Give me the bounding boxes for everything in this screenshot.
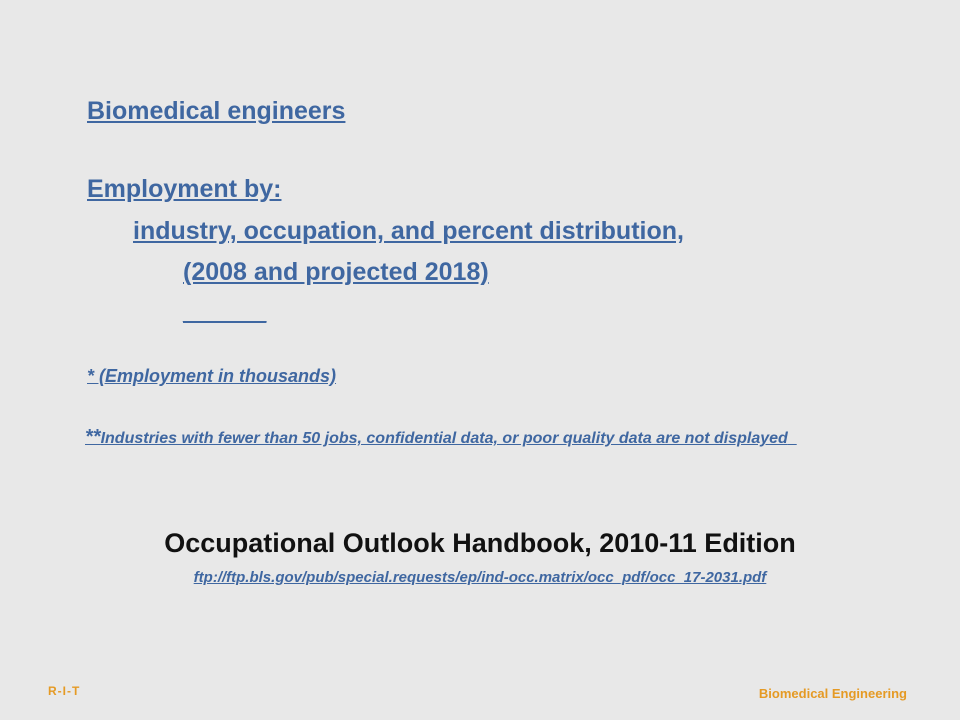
footer-department-label: Biomedical Engineering [758, 686, 907, 701]
blank-underline-link[interactable]: ______ [183, 297, 267, 325]
footer-rit-label: R-I-T [48, 684, 81, 698]
industries-note [85, 421, 855, 455]
title-block [87, 95, 345, 127]
employment-in-thousands-link[interactable]: * (Employment in thousands) [87, 366, 337, 386]
industry-occupation-link[interactable]: industry, occupation, and percent distribution, [133, 217, 684, 245]
employment-by-link[interactable]: Employment by: [87, 175, 282, 203]
handbook-url-block [0, 567, 960, 589]
industries-note-link[interactable] [85, 426, 797, 448]
industries-note-text: Industries with fewer than 50 jobs, confidential data, or poor quality data are not displayed [100, 430, 788, 447]
note-stars: ** [85, 426, 101, 448]
employment-block [87, 173, 684, 327]
industries-note-tail [788, 430, 797, 447]
projection-years-link[interactable]: (2008 and projected 2018) [183, 258, 489, 286]
handbook-title: Occupational Outlook Handbook, 2010-11 Edition [164, 528, 796, 558]
biomedical-engineers-link[interactable]: Biomedical engineers [87, 97, 346, 125]
employment-note [87, 364, 336, 388]
handbook-url-link[interactable]: ftp://ftp.bls.gov/pub/special.requests/ep/ind-occ.matrix/occ_pdf/occ_17-2031.pdf [193, 569, 767, 586]
